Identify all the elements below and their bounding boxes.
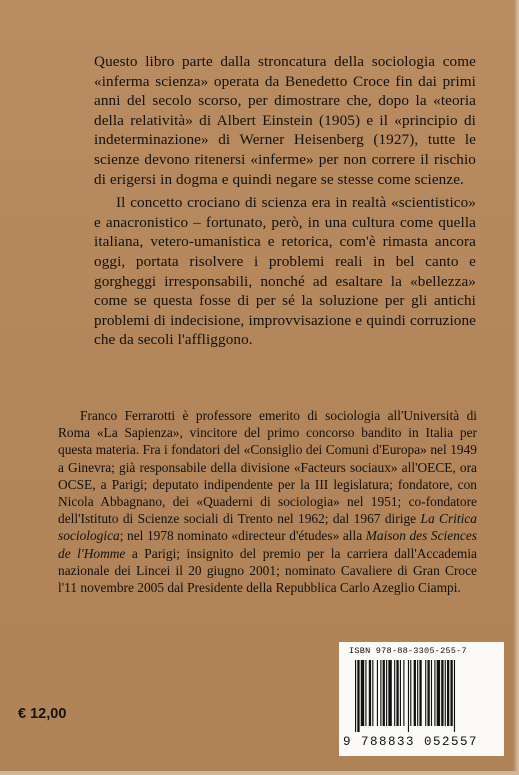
bio-text-part-2: ; nel 1978 nominato «directeur d'études» alla	[119, 528, 366, 544]
blurb-paragraph-2: Il concetto crociano di scienza era in realtà «scientistico» e anacronistico – fortunato, però, in una cultura come quella italiana, vetero-umanistica e retorica, com'è rimasta ancora oggi, portata risolvere i problemi reali in bel canto e gorgheggi irresponsabili, nonché ad esaltare la «bellezza» come se questa fosse di per sé la soluzione per gli antichi problemi di indecisione, improvvisazione e quindi corruzione che da secoli l'affliggono.	[94, 194, 476, 349]
barcode-bar	[419, 660, 421, 726]
barcode-bar	[388, 660, 391, 726]
barcode-bar	[400, 660, 401, 726]
barcode-bar	[369, 660, 371, 726]
price-label: € 12,00	[18, 706, 67, 722]
bio-text-part-3: a Parigi; insignito del premio per la carriera dall'Accademia nazionale dei Lincei il 20 giugno 2001; nominato Cavaliere di Gran Croce l'11 novembre 2005 dal Presidente della Repubblica Carlo Azeglio Ciampi.	[58, 545, 477, 596]
isbn-label: ISBN 978-88-3305-255-7	[349, 646, 467, 656]
bio-text-part-1: Franco Ferrarotti è professore emerito di sociologia all'Università di Roma «La Sapienza», vincitore del primo concorso bandito in Italia per questa materia. Fra i fondatori del «Consiglio dei Comuni d'Europa» nel 1949 a Ginevra; già responsabile della divisione «Facteurs sociaux» all'OECE, ora OCSE, a Parigi; deputato indipendente per la III legislatura; fondatore, con Nicola Abbagnano, dei «Quaderni di sociologia» nel 1951; co-fondatore dell'Istituto di Scienze sociali di Trento nel 1962; dal 1967 dirige	[58, 408, 477, 527]
author-bio	[58, 407, 477, 596]
barcode-bar	[431, 660, 432, 726]
barcode-bar	[434, 660, 435, 726]
barcode-bar	[408, 660, 409, 732]
barcode-bar	[414, 660, 416, 726]
blurb-paragraph-1: Questo libro parte dalla stroncatura della sociologia come «inferma scienza» operata da Benedetto Croce fin dai primi anni del secolo scorso, per dimostrare che, dopo la «teoria della relatività» di Albert Einstein (1905) e il «principio di indeterminazione» di Werner Heisenberg (1927), tutte le scienze devono ritenersi «inferme» per non correre il rischio di erigersi in dogma e quindi negare se stesse come scienze.	[94, 53, 476, 188]
barcode-bar	[441, 660, 443, 726]
barcode-bar	[380, 660, 381, 726]
barcode-bar	[403, 660, 404, 726]
barcode-bar	[427, 660, 429, 726]
barcode-bar	[410, 660, 411, 726]
barcode-bar	[447, 660, 449, 726]
barcode-bar	[355, 660, 356, 732]
barcode-bar	[437, 660, 440, 726]
barcode-bar	[372, 660, 373, 726]
cover-edge-bottom	[0, 771, 519, 775]
barcode-number: 9 788833 052557	[343, 735, 479, 749]
barcode-bar	[383, 660, 385, 726]
barcode-bar	[425, 660, 426, 726]
author-bio-paragraph	[58, 407, 477, 596]
barcode-bar	[377, 660, 378, 726]
barcode-bar	[386, 660, 387, 726]
barcode-bar	[417, 660, 418, 726]
bio-institution-name: Maison des Sciences de l'Homme	[58, 528, 477, 561]
barcode-bar	[396, 660, 398, 726]
barcode-bar	[394, 660, 395, 726]
barcode-bar	[361, 660, 364, 726]
barcode-bar	[365, 660, 366, 726]
cover-edge-right	[513, 0, 519, 775]
bio-journal-title: La Critica sociologica	[58, 511, 477, 544]
barcode-bar	[445, 660, 446, 726]
barcode-bars	[353, 660, 493, 732]
barcode-bar	[454, 660, 455, 732]
barcode-bar	[357, 660, 359, 732]
barcode-bar	[450, 660, 452, 726]
blurb-text	[94, 52, 476, 350]
barcode-panel	[339, 642, 504, 756]
